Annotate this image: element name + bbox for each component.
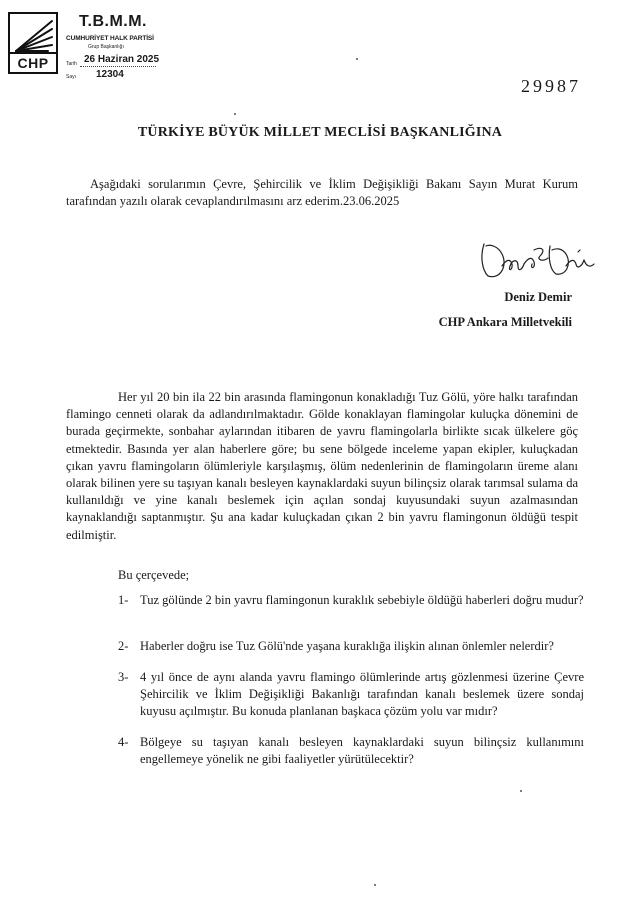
document-number: 29987	[521, 76, 581, 96]
question-item	[118, 592, 584, 628]
question-text: Bölgeye su taşıyan kanalı besleyen kaynaklardaki suyun bilinçsiz kullanımını engellemeye yönelik ne gibi faaliyetler yürütülecektir?	[140, 735, 584, 766]
question-item	[118, 734, 584, 770]
stamp-number-label: Sayı	[66, 74, 77, 80]
question-number: 1-	[118, 593, 129, 607]
question-text: Tuz gölünde 2 bin yavru flamingonun kuraklık sebebiyle öldüğü haberleri doğru mudur?	[140, 593, 584, 607]
stamp-date-line	[80, 66, 156, 67]
signer-title: CHP Ankara Milletvekili	[438, 315, 572, 329]
lead-in-text: Bu çerçevede;	[118, 568, 190, 582]
stamp-date-value: 26 Haziran 2025	[84, 54, 160, 65]
intro-paragraph: Aşağıdaki sorularımın Çevre, Şehircilik ve İklim Değişikliği Bakanı Sayın Murat Kurum tarafından yazılı olarak cevaplandırılmasını arz ederim.23.06.2025	[66, 177, 578, 208]
signer-name: Deniz Demir	[504, 290, 572, 304]
scan-speck	[520, 790, 522, 792]
scan-speck	[234, 113, 236, 115]
question-item	[118, 669, 584, 723]
question-text: Haberler doğru ise Tuz Gölü'nde yaşana kuraklığa ilişkin alınan önlemler nelerdir?	[140, 639, 554, 653]
body-paragraph: Her yıl 20 bin ila 22 bin arasında flamingonun konakladığı Tuz Gölü, yöre halkı tarafından flamingo cenneti olarak da adlandırılmaktadır. Gölde konaklayan flamingolar kuluçka dönemini de burada geçirmekte, sonbahar aylarından itibaren de yavru flamingolarla birlikte sıcak ülkelere göç etmektedir. Basında yer alan haberlere göre; bu sene bölgede inceleme yapan ekipler, kuluçkadan çıkan yavru flamingoların ölümleriyle karşılaşmış, ölüm nedenlerinin de flamingoların üreme alanı olarak bilinen yere su taşıyan kanalı besleyen kaynaklardaki suyun bilinçsiz olarak tarımsal sulama da kullanıldığı ve yine kanalı beslemek için açılan sondaj kuyusundaki suyun azalmasından kaynaklandığı saptanmıştır. Şu ana kadar kuluçkadan çıkan 2 bin yavru flamingonun öldüğü tespit edilmiştir.	[66, 390, 578, 542]
question-item	[118, 638, 584, 658]
question-number: 4-	[118, 735, 129, 749]
question-number: 2-	[118, 639, 129, 653]
scan-speck	[374, 884, 376, 886]
question-text: 4 yıl önce de aynı alanda yavru flamingo ölümlerinde artış gözlenmesi üzerine Çevre Şehircilik ve İklim Değişikliği Bakanlığı tarafından kanalı beslemek üzere sondaj kuyusu açılmıştır. Bu konuda planlanan başkaca çözüm yolu var mıdır?	[140, 670, 584, 718]
stamp-party: CUMHURİYET HALK PARTİSİ	[66, 35, 154, 42]
stamp-title: T.B.M.M.	[79, 13, 147, 30]
chp-logo	[8, 12, 58, 74]
scan-speck	[356, 58, 358, 60]
torch-rays-icon	[12, 17, 56, 55]
stamp-number-value: 12304	[96, 69, 124, 80]
stamp-subtitle: Grup Başkanlığı	[88, 44, 124, 50]
logo-text: CHP	[17, 55, 49, 71]
addressee-heading: TÜRKİYE BÜYÜK MİLLET MECLİSİ BAŞKANLIĞINA	[137, 125, 503, 140]
handwritten-signature	[478, 236, 598, 287]
stamp-date-label: Tarih	[66, 61, 77, 67]
question-number: 3-	[118, 670, 129, 684]
